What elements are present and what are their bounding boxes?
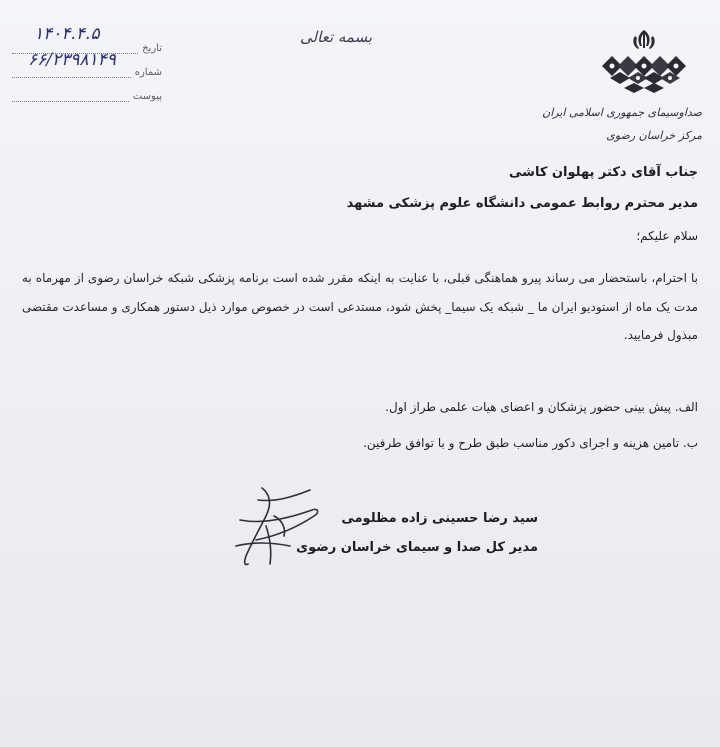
- letter-paragraph: با احترام، باستحضار می رساند پیرو هماهنگی قبلی، با عنایت به اینکه مقرر شده است برنامه پزشکی شبکه خراسان رضوی از مهرماه به مدت یک ماه از استودیو ایران ما _ شبکه یک سیما_ پخش شود، مستدعی است در خصوص موارد ذیل دستور همکاری و مساعدت مقتضی مبذول فرمایید.: [22, 271, 698, 342]
- signatory-title: مدیر کل صدا و سیمای خراسان رضوی: [296, 540, 538, 555]
- bismillah: بسمه تعالی: [300, 28, 373, 46]
- number-label: شماره: [134, 67, 162, 78]
- organization-line2: مرکز خراسان رضوی: [606, 129, 702, 142]
- request-item-b: ب. تامین هزینه و اجرای دکور مناسب طبق طرح و با توافق طرفین.: [363, 436, 698, 450]
- signature-icon: [200, 480, 360, 580]
- signatory-name: سید رضا حسینی زاده مظلومی: [341, 511, 538, 526]
- letter-meta: [12, 24, 162, 102]
- date-label: تاریخ: [142, 43, 162, 54]
- date-value: ۱۴۰۴.۴.۵: [34, 24, 100, 44]
- number-row: [12, 50, 162, 78]
- number-value: ۶۶/۲۳۹۸۱۴۹: [28, 50, 116, 70]
- irib-logo-icon: [598, 26, 690, 94]
- organization-line1: صداوسیمای جمهوری اسلامی ایران: [542, 106, 702, 119]
- greeting: سلام علیکم؛: [636, 229, 698, 243]
- organization-name: [542, 106, 702, 142]
- attachment-row: [12, 78, 162, 102]
- attachment-label: پیوست: [132, 91, 162, 102]
- recipient-title: مدیر محترم روابط عمومی دانشگاه علوم پزشکی مشهد: [346, 196, 698, 211]
- request-item-a: الف. پیش بینی حضور پزشکان و اعضای هیات علمی طراز اول.: [385, 400, 698, 414]
- recipient-name: جناب آقای دکتر پهلوان کاشی: [509, 165, 698, 180]
- attachment-line: [12, 87, 129, 102]
